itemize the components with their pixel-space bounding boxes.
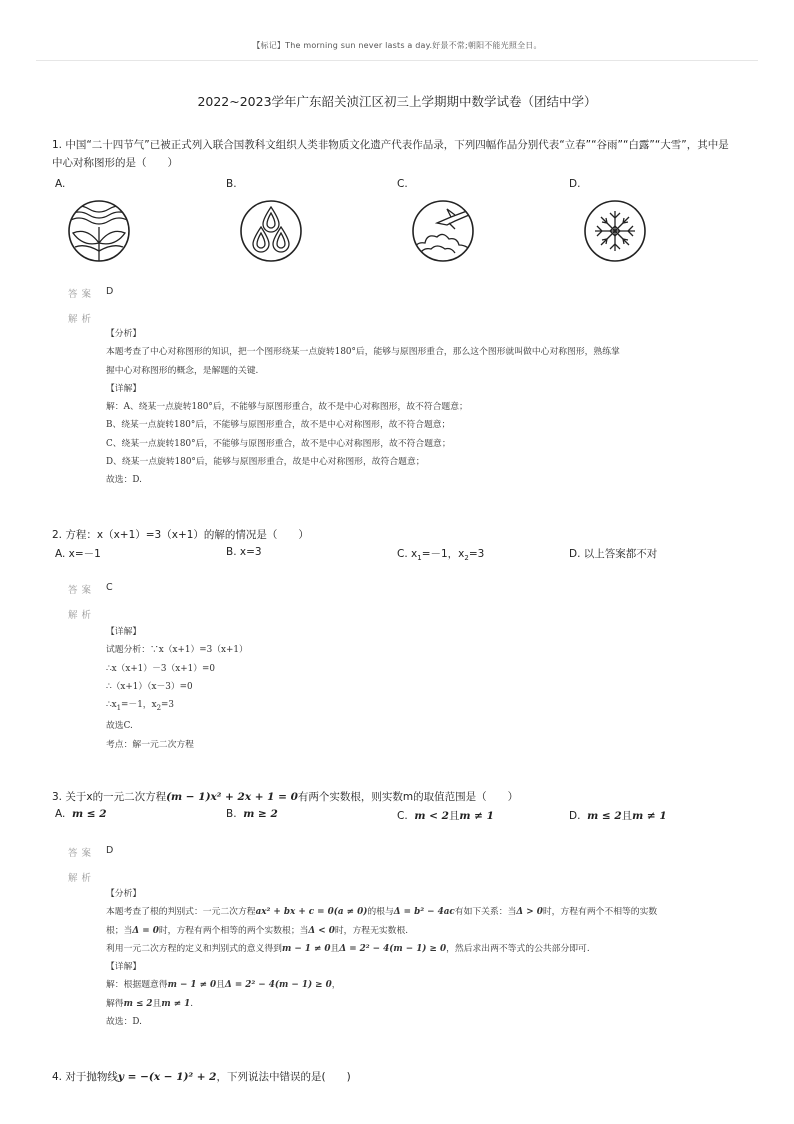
question-3-stem: 3. 关于x的一元二次方程(m − 1)x² + 2x + 1 = 0有两个实数根，则实数m的取值范围是（ ） (52, 791, 519, 803)
q3-option-a: A. m ≤ 2 (55, 808, 107, 820)
q2-solution-line: 考点：解一元二次方程 (106, 739, 194, 750)
q1-solution-line: D、绕某一点旋转180°后，能够与原图形重合，故是中心对称图形，故符合题意； (106, 457, 425, 468)
q1-option-c-label: C. (397, 178, 408, 190)
guyu-icon (239, 193, 303, 269)
q2-analysis-label: 解析 (68, 610, 96, 621)
q3-answer-value: D (106, 845, 114, 856)
header-divider (36, 60, 758, 61)
q2-solution-line: 试题分析：∵x（x+1）=3（x+1） (106, 645, 248, 656)
q3-solution-line: 利用一元二次方程的定义和判别式的意义得到m − 1 ≠ 0且Δ = 2² − 4(m − 1) ≥ 0，然后求出两不等式的公共部分即可. (106, 943, 590, 954)
q2-solution-line: ∴x（x+1）－3（x+1）=0 (106, 663, 215, 674)
q1-option-b-label: B. (226, 178, 237, 190)
bailu-icon (411, 193, 475, 269)
q2-solution-line: $\therefore x_1=-1$，$x_2=3$ (106, 700, 174, 712)
q3-solution-line: 【分析】 (106, 889, 142, 899)
q3-answer-label: 答案 (68, 848, 96, 859)
q3-solution (106, 885, 736, 1031)
q2-answer-value: C (106, 582, 113, 593)
q3-solution-line: 解得m ≤ 2且m ≠ 1. (106, 998, 194, 1009)
q1-solution-line: C、绕某一点旋转180°后，不能够与原图形重合，故不是中心对称图形，故不符合题意； (106, 438, 451, 449)
q2-option-c: C. $x_1=-1$，$x_2=3$ (397, 548, 485, 563)
q2-option-b: B. x=3 (226, 546, 262, 558)
q2-solution-line: ∴（x+1）（x－3）=0 (106, 681, 193, 692)
q3-option-d: D. m ≤ 2且m ≠ 1 (569, 810, 667, 822)
q1-solution-line: 故选：D. (106, 475, 142, 486)
page-title: 2022~2023学年广东韶关浈江区初三上学期期中数学试卷（团结中学） (197, 94, 597, 109)
q2-solution-line: 【详解】 (106, 627, 142, 637)
q3-solution-line: 解：根据题意得m − 1 ≠ 0且Δ = 2² − 4(m − 1) ≥ 0， (106, 980, 341, 991)
q1-solution-line: 【分析】 (106, 329, 142, 339)
header-note: 【标记】The morning sun never lasts a day.好景不常;朝阳不能光照全日。 (252, 41, 542, 50)
q3-solution-line: 根；当Δ = 0时，方程有两个相等的两个实数根；当Δ < 0时，方程无实数根. (106, 925, 409, 936)
question-4-stem: 4. 对于抛物线y = −(x − 1)² + 2，下列说法中错误的是( ) (52, 1071, 351, 1083)
q3-option-c: C. m < 2且m ≠ 1 (397, 810, 494, 822)
q3-solution-line: 【详解】 (106, 962, 142, 973)
q1-solution-line: 解：A、绕某一点旋转180°后，不能够与原图形重合，故不是中心对称图形，故不符合题意； (106, 402, 468, 413)
q2-option-d: D. 以上答案都不对 (569, 548, 658, 560)
q3-solution-line: 本题考查了根的判别式：一元二次方程ax² + bx + c = 0(a ≠ 0)的根与Δ = b² − 4ac有如下关系：当Δ > 0时，方程有两个不相等的实数 (106, 907, 658, 918)
q1-solution-line: 【详解】 (106, 383, 142, 394)
q2-solution (106, 623, 726, 754)
q3-analysis-label: 解析 (68, 873, 96, 884)
question-2-stem: 2. 方程：x（x+1）=3（x+1）的解的情况是（ ） (52, 529, 309, 541)
q1-answer-label: 答案 (68, 289, 96, 300)
lichun-icon (67, 193, 131, 269)
question-1-stem: 1. 中国“二十四节气”已被正式列入联合国教科文组织人类非物质文化遗产代表作品录，下列四幅作品分别代表“立春”“谷雨”“白露”“大雪”，其中是中心对称图形的是（ ） (52, 139, 729, 169)
q2-solution-line: 故选C. (106, 721, 133, 732)
daxue-icon (583, 193, 647, 269)
q2-option-a: A. x=－1 (55, 548, 101, 560)
q1-solution (106, 325, 726, 490)
q1-option-a-label: A. (55, 178, 66, 190)
q1-solution-line: 握中心对称图形的概念，是解题的关键. (106, 365, 259, 376)
q3-option-b: B. m ≥ 2 (226, 808, 278, 820)
q1-analysis-label: 解析 (68, 314, 96, 325)
q1-option-d-label: D. (569, 178, 581, 190)
q1-solution-line: B、绕某一点旋转180°后，不能够与原图形重合，故不是中心对称图形，故不符合题意； (106, 420, 451, 431)
q1-solution-line: 本题考查了中心对称图形的知识，把一个图形绕某一点旋转180°后，能够与原图形重合，那么这个图形就叫做中心对称图形，熟练掌 (106, 347, 620, 358)
q1-answer-value: D (106, 286, 114, 297)
q2-answer-label: 答案 (68, 585, 96, 596)
q3-solution-line: 故选：D. (106, 1017, 142, 1028)
